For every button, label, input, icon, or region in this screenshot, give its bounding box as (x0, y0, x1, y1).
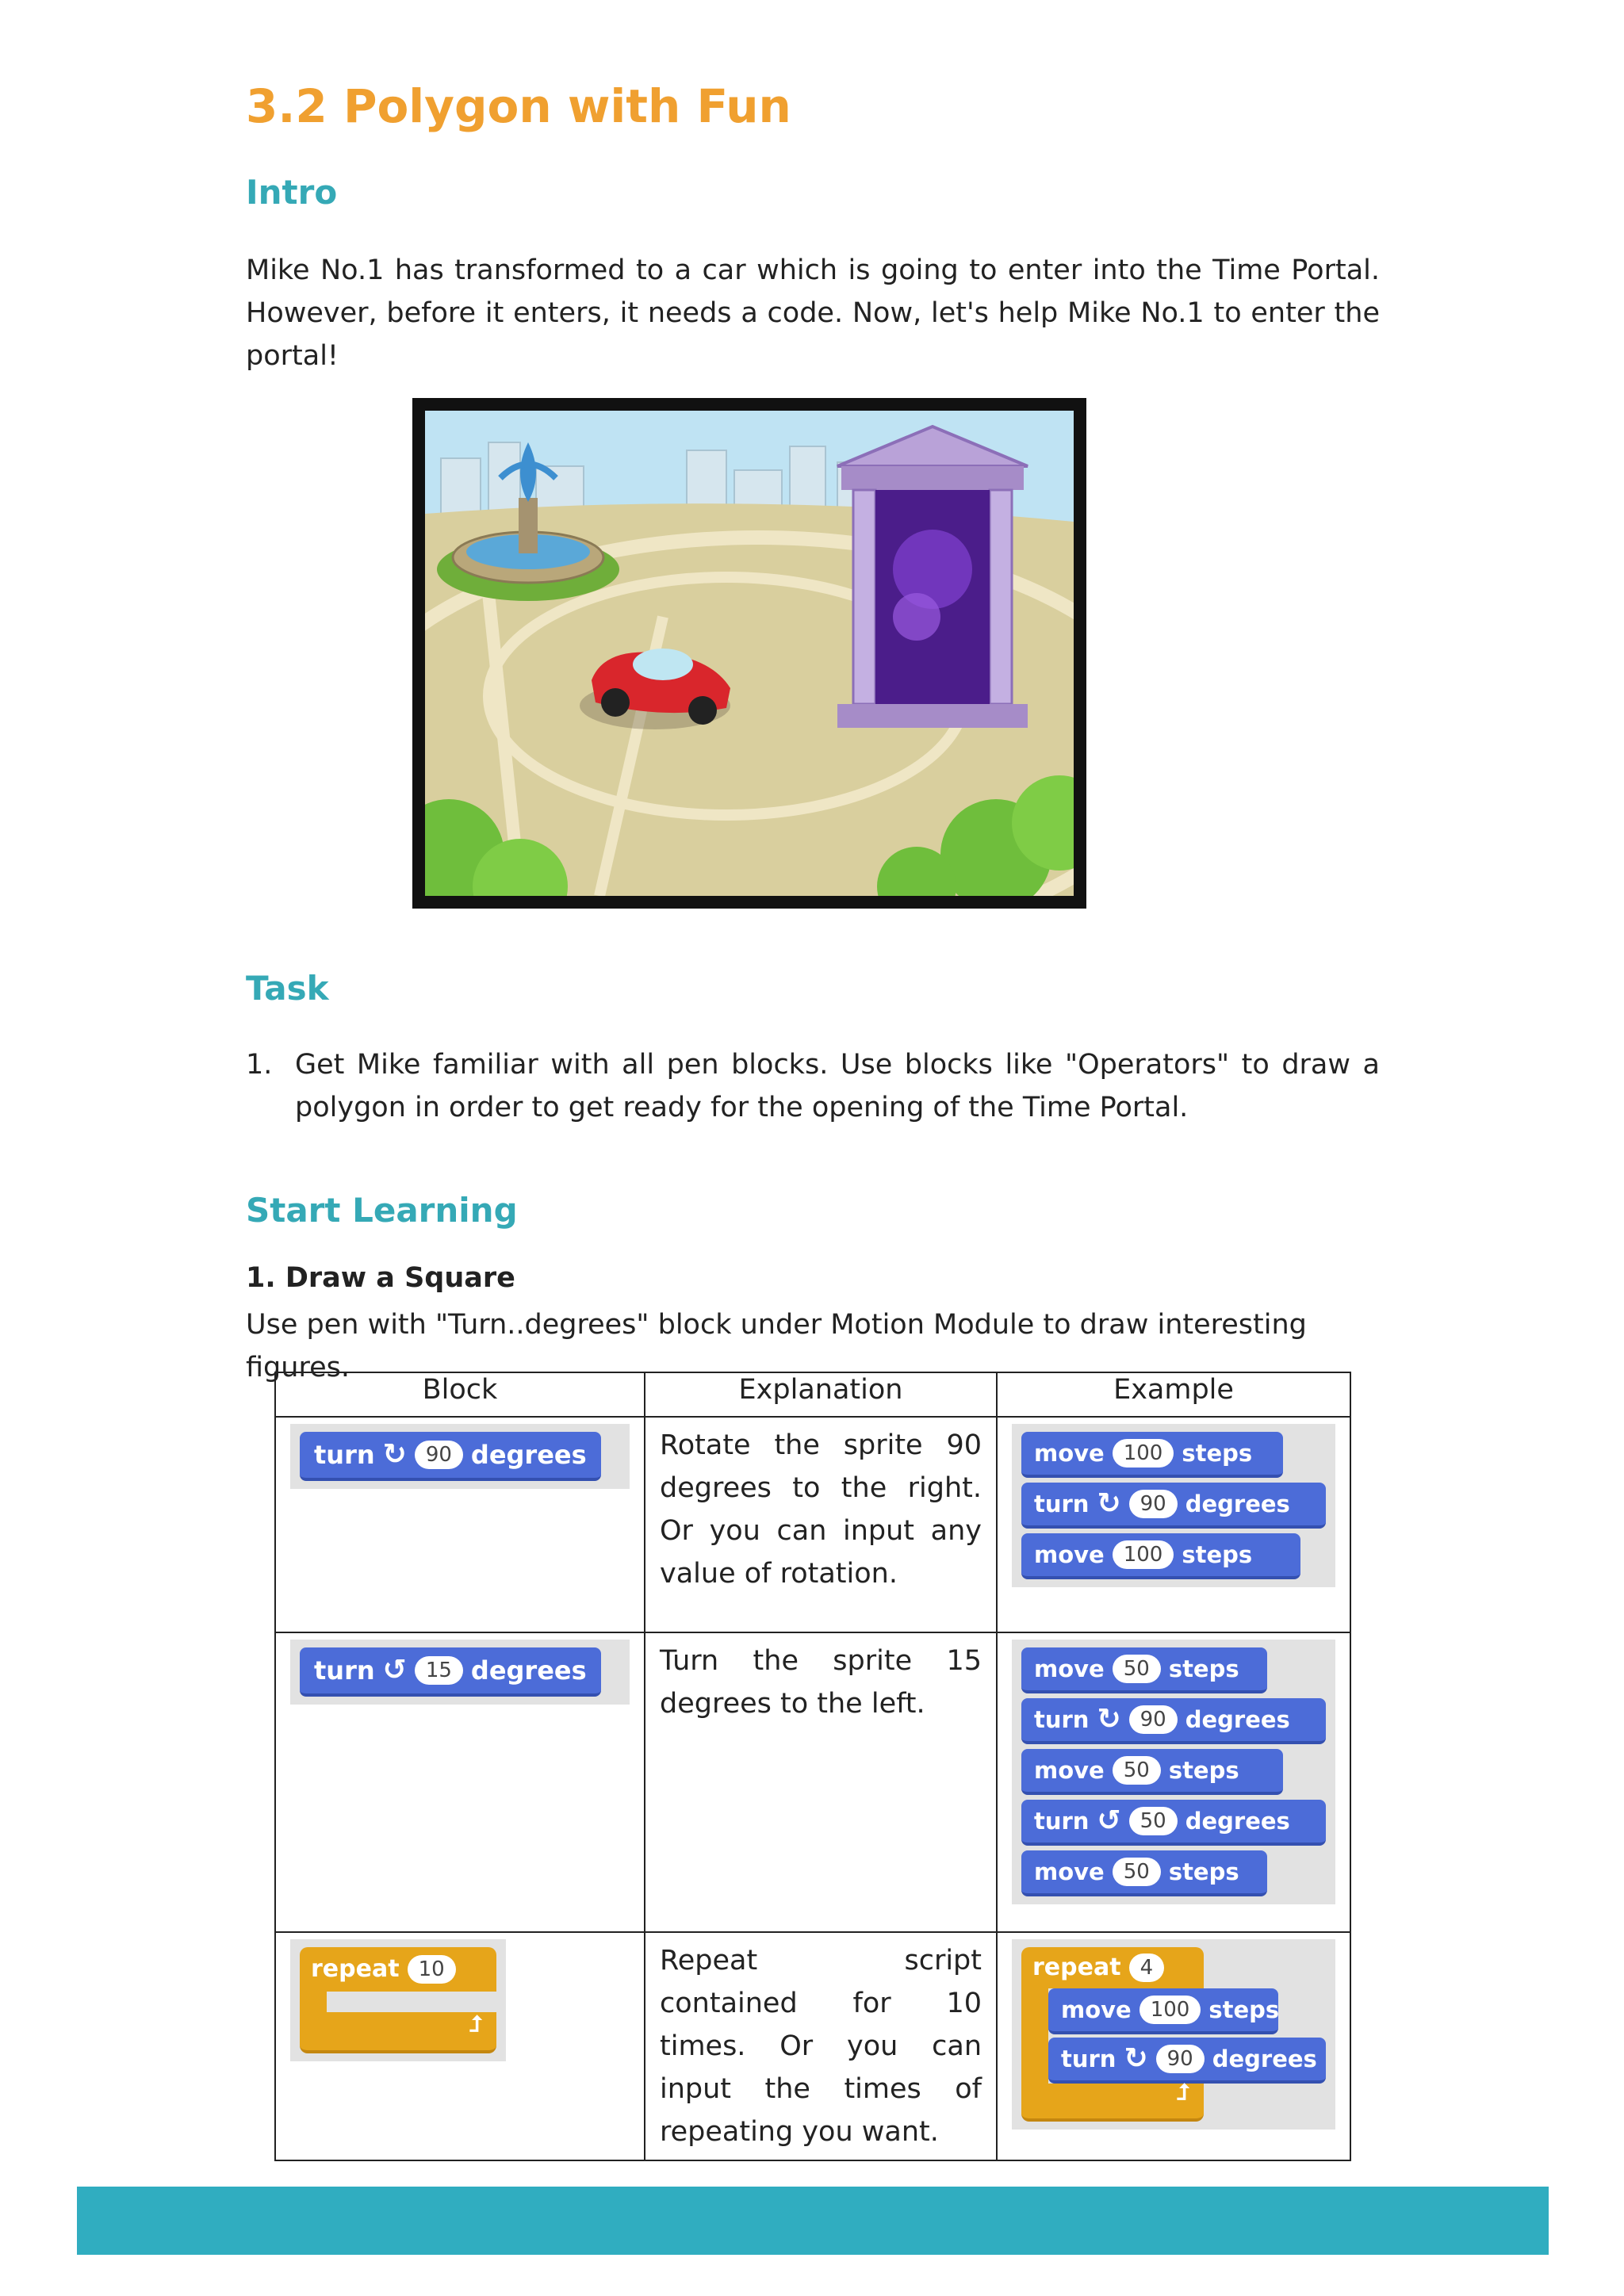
turn-right-block: turn ↻ 90 degrees (1021, 1483, 1326, 1529)
task-item-number: 1. (246, 1049, 273, 1081)
time-portal-illustration (412, 398, 1086, 909)
header-block: Block (275, 1372, 645, 1417)
example-cell (997, 1932, 1350, 2160)
loop-arrow-icon: ⮥ (469, 2011, 482, 2037)
move-block: move 100 steps (1021, 1533, 1300, 1579)
explanation-cell (645, 1417, 997, 1632)
loop-arrow-icon: ⮥ (1176, 2079, 1189, 2105)
value-pill: 100 (1113, 1540, 1174, 1569)
park-scene-image (425, 411, 1074, 896)
turn-right-block: turn ↻ 90 degrees (1048, 2038, 1326, 2084)
header-explanation: Explanation (645, 1372, 997, 1417)
task-item (246, 1043, 1380, 1129)
block-cell (275, 1632, 645, 1932)
task-item-text: Get Mike familiar with all pen blocks. Use blocks like "Operators" to draw a polygon in order to get ready for the opening of the Time Portal. (295, 1049, 1380, 1123)
repeat-block: repeat 4 move 100 steps turn ↻ 90 degrees ⮥ (1021, 1947, 1204, 2122)
move-block: move 100 steps (1021, 1432, 1283, 1478)
table-row (275, 1932, 1350, 2160)
block-cell (275, 1417, 645, 1632)
value-pill: 100 (1139, 1996, 1201, 2024)
value-pill: 50 (1113, 1655, 1161, 1683)
explanation-cell (645, 1932, 997, 2160)
turn-right-block: turn ↻ 90 degrees (300, 1432, 601, 1481)
example-panel (1012, 1640, 1335, 1904)
turn-left-block: turn ↺ 50 degrees (1021, 1800, 1326, 1846)
task-list (246, 1043, 1380, 1129)
value-pill: 50 (1113, 1756, 1161, 1785)
page-title: 3.2 Polygon with Fun (246, 79, 791, 133)
table-row (275, 1417, 1350, 1632)
intro-text: Mike No.1 has transformed to a car which is going to enter into the Time Portal. However, before it enters, it needs a code. Now, let's help Mike No.1 to enter the portal! (246, 254, 1380, 372)
draw-square-subheading: 1. Draw a Square (246, 1262, 515, 1294)
value-pill: 90 (1129, 1490, 1178, 1518)
explanation-text: Rotate the sprite 90 degrees to the right. Or you can input any value of rotation. (660, 1429, 982, 1590)
value-pill: 90 (415, 1441, 463, 1469)
block-panel (290, 1640, 630, 1705)
example-panel (1012, 1424, 1335, 1587)
turn-left-block: turn ↺ 15 degrees (300, 1647, 601, 1697)
start-learning-heading: Start Learning (246, 1191, 518, 1230)
explanation-cell (645, 1632, 997, 1932)
draw-square-text: Use pen with "Turn..degrees" block under Motion Module to draw interesting figures. (246, 1309, 1307, 1383)
value-pill: 50 (1113, 1858, 1161, 1886)
move-block: move 50 steps (1021, 1647, 1267, 1693)
move-block: move 100 steps (1048, 1988, 1278, 2034)
clockwise-arrow-icon: ↻ (1097, 1703, 1121, 1735)
turn-right-block: turn ↻ 90 degrees (1021, 1698, 1326, 1744)
example-cell (997, 1417, 1350, 1632)
value-pill: 90 (1129, 1705, 1178, 1734)
value-pill: 50 (1129, 1807, 1178, 1835)
clockwise-arrow-icon: ↻ (382, 1438, 407, 1471)
blocks-table (274, 1372, 1351, 2161)
clockwise-arrow-icon: ↻ (1097, 1487, 1121, 1520)
value-pill: 10 (408, 1955, 456, 1984)
block-cell (275, 1932, 645, 2160)
explanation-text: Turn the sprite 15 degrees to the left. (660, 1645, 982, 1720)
table-row (275, 1632, 1350, 1932)
example-cell (997, 1632, 1350, 1932)
header-example: Example (997, 1372, 1350, 1417)
value-pill: 90 (1156, 2045, 1205, 2073)
task-heading: Task (246, 969, 329, 1008)
value-pill: 15 (415, 1656, 463, 1685)
table-header-row (275, 1372, 1350, 1417)
intro-heading: Intro (246, 173, 338, 212)
value-pill: 4 (1129, 1954, 1165, 1982)
value-pill: 100 (1113, 1439, 1174, 1468)
block-panel (290, 1424, 630, 1489)
counterclockwise-arrow-icon: ↺ (382, 1654, 407, 1686)
repeat-block: repeat 10 ⮥ (300, 1947, 496, 2053)
counterclockwise-arrow-icon: ↺ (1097, 1804, 1121, 1837)
clockwise-arrow-icon: ↻ (1124, 2042, 1148, 2075)
block-panel (290, 1939, 506, 2061)
footer-bar (77, 2187, 1549, 2255)
move-block: move 50 steps (1021, 1749, 1283, 1795)
move-block: move 50 steps (1021, 1850, 1267, 1896)
example-panel (1012, 1939, 1335, 2130)
explanation-text: Repeat script contained for 10 times. Or you can input the times of repeating you want. (660, 1945, 982, 2148)
